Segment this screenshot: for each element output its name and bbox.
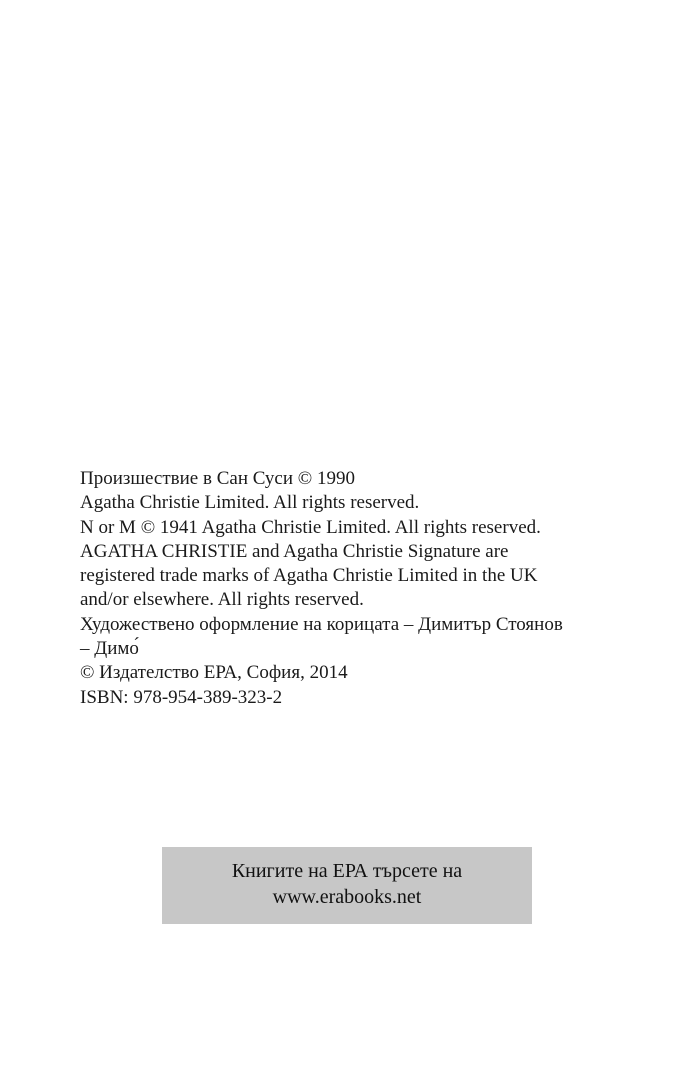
copyright-line-isbn: ISBN: 978-954-389-323-2 <box>80 686 283 708</box>
copyright-line-trademark-1: AGATHA CHRISTIE and Agatha Christie Signature are <box>80 540 509 562</box>
copyright-line-cover-designer: – Димо́ <box>80 638 139 660</box>
copyright-line-publisher: © Издателство ЕРА, София, 2014 <box>80 662 348 684</box>
copyright-line-trademark-2: registered trade marks of Agatha Christie Limited in the UK <box>80 565 538 587</box>
copyright-line-cover-design: Художествено оформление на корицата – Димитър Стоянов <box>80 613 563 635</box>
promo-website: www.erabooks.net <box>272 886 422 908</box>
copyright-line-title: Произшествие в Сан Суси © 1990 <box>80 468 355 489</box>
copyright-line-original: N or M © 1941 Agatha Christie Limited. All rights reserved. <box>80 516 541 538</box>
copyright-notice <box>80 467 680 710</box>
copyright-line-trademark-3: and/or elsewhere. All rights reserved. <box>80 589 364 611</box>
promo-text: Книгите на ЕРА търсете на <box>231 860 463 882</box>
promo-box <box>162 847 532 924</box>
copyright-line-rights-1: Agatha Christie Limited. All rights reserved. <box>80 492 420 514</box>
